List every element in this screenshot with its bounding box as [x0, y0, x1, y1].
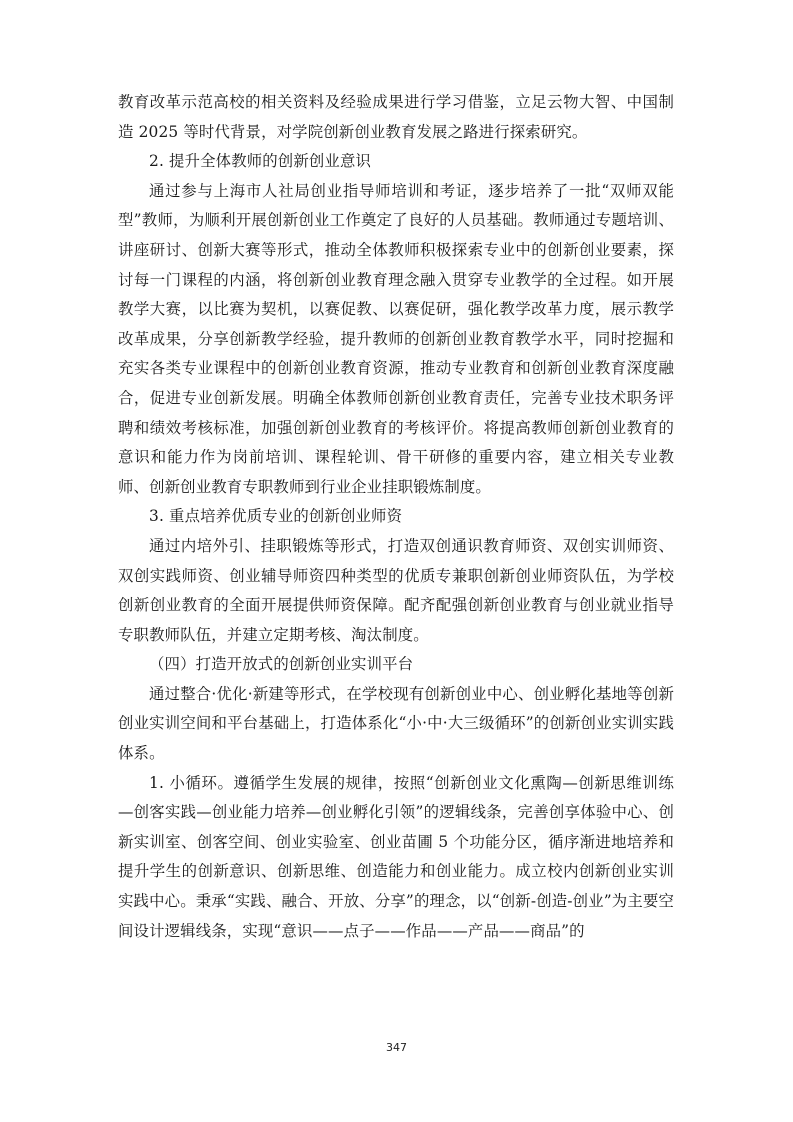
- section-heading-2: 2. 提升全体教师的创新创业意识: [149, 152, 372, 171]
- paragraph-teacher-awareness: 通过参与上海市人社局创业指导师培训和考证，逐步培养了一批“双师双能型”教师，为顺利开展创新创业工作奠定了良好的人员基础。教师通过专题培训、讲座研讨、创新大赛等形式，推动全体教师积极探索专业中的创新创业要素，探讨每一门课程的内涵，将创新创业教育理念融入贯穿专业教学的全过程。如开展教学大赛，以比赛为契机，以赛促教、以赛促研，强化教学改革力度，展示教学改革成果，分享创新教学经验，提升教师的创新创业教育教学水平，同时挖掘和充实各类专业课程中的创新创业教育资源，推动专业教育和创新创业教育深度融合，促进专业创新发展。明确全体教师创新创业教育责任，完善专业技术职务评聘和绩效考核标准，加强创新创业教育的考核评价。将提高教师创新创业教育的意识和能力作为岗前培训、课程轮训、骨干研修的重要内容，建立相关专业教师、创新创业教育专职教师到行业企业挂职锻炼制度。: [118, 181, 674, 496]
- paragraph-continuation: 教育改革示范高校的相关资料及经验成果进行学习借鉴，立足云物大智、中国制造 2025 等时代背景，对学院创新创业教育发展之路进行探索研究。: [118, 93, 674, 141]
- page-number: 347: [386, 1041, 407, 1054]
- paragraph-faculty-training: 通过内培外引、挂职锻炼等形式，打造双创通识教育师资、双创实训师资、双创实践师资、创业辅导师资四种类型的优质专兼职创新创业师资队伍，为学校创新创业教育的全面开展提供师资保障。配齐配强创新创业教育与创业就业指导专职教师队伍，并建立定期考核、淘汰制度。: [118, 536, 674, 644]
- section-heading-4: （四）打造开放式的创新创业实训平台: [149, 655, 414, 674]
- page-body: [118, 88, 674, 946]
- section-heading-3: 3. 重点培养优质专业的创新创业师资: [149, 507, 403, 526]
- paragraph-small-cycle: 1. 小循环。遵循学生发展的规律，按照“创新创业文化熏陶—创新思维训练—创客实践—创业能力培养—创业孵化引领”的逻辑线条，完善创享体验中心、创新实训室、创客空间、创业实验室、创业苗圃 5 个功能分区，循序渐进地培养和提升学生的创新意识、创新思维、创造能力和创业能力。成立校内创新创业实训实践中心。秉承“实践、融合、开放、分享”的理念，以“创新-创造-创业”为主要空间设计逻辑线条，实现“意识——点子——作品——产品——商品”的: [118, 773, 674, 940]
- paragraph-platform: 通过整合·优化·新建等形式，在学校现有创新创业中心、创业孵化基地等创新创业实训空间和平台基础上，打造体系化“小·中·大三级循环”的创新创业实训实践体系。: [118, 684, 674, 763]
